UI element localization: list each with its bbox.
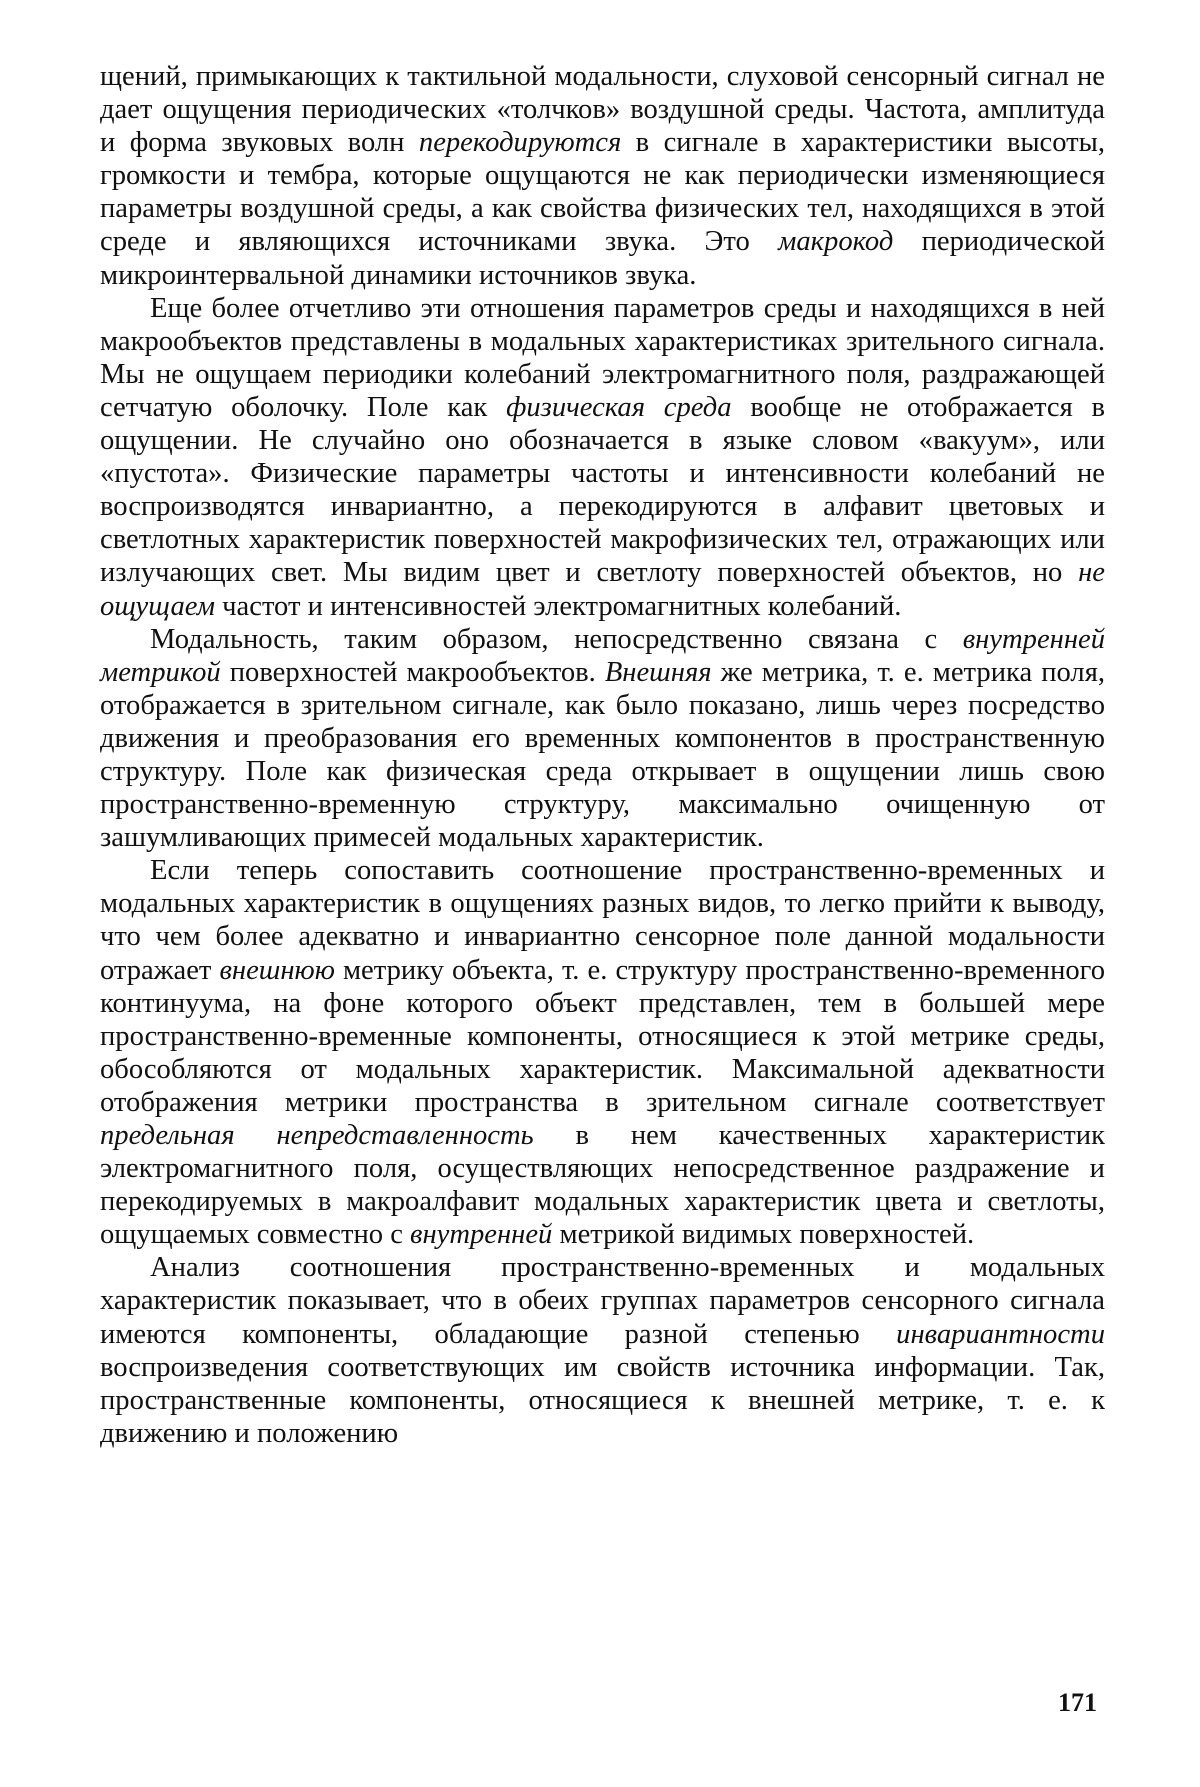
paragraph-1 [100, 60, 1105, 292]
paragraph-4 [100, 854, 1105, 1251]
p2-seg-0: Еще более отчетливо эти отношения параметров среды и находящихся в ней макрообъектов представлены в модальных характеристиках зрительного сигнала. Мы не ощущаем периодики колебаний электромагнитного поля, раздражающей сетчатую оболочку. Поле как [100, 292, 1105, 423]
paragraph-3 [100, 623, 1105, 855]
p4-seg-4: в нем качественных характеристик электромагнитного поля, осуществляющих непосредственное раздражение и перекодируемых в макроалфавит модальных характеристик цвета и светлоты, ощущаемых совместно с [100, 1120, 1105, 1251]
book-page-text [100, 60, 1105, 1450]
p3-seg-2: поверхностей макрообъектов. [220, 656, 605, 688]
p4-seg-1: внешнюю [219, 954, 335, 986]
p5-seg-1: инвариантности [896, 1318, 1105, 1350]
p3-seg-4: же метрика, т. е. метрика поля, отображается в зрительном сигнале, как было показано, лишь через посредство движения и преобразования его временных компонентов в пространственную структуру. Поле как физическая среда открывает в ощущении лишь свою пространственно-временную структуру, максимально очищенную от зашумливающих примесей модальных характеристик. [100, 656, 1105, 854]
p3-seg-1: внутренней метрикой [100, 623, 1105, 688]
p1-seg-0: щений, примыкающих к тактильной модальности, слуховой сенсорный сигнал не дает ощущения периодических «толчков» воздушной среды. Частота, амплитуда и форма звуковых волн [100, 61, 1105, 159]
p1-seg-1: перекодируются [418, 127, 622, 159]
p2-seg-2: вообще не отображается в ощущении. Не случайно оно обозначается в языке словом «вакуум», или «пустота». Физические параметры частоты и интенсивности колебаний не воспроизводятся инвариантно, а перекодируются в алфавит цветовых и светлотных характеристик поверхностей макрофизических тел, отражающих или излучающих свет. Мы видим цвет и светлоту поверхностей объектов, но [100, 391, 1106, 589]
page-number: 171 [1058, 1688, 1097, 1717]
paragraph-5 [100, 1251, 1105, 1450]
p3-seg-0: Модальность, таким образом, непосредственно связана с [150, 623, 963, 655]
p4-seg-6: метрикой видимых поверхностей. [552, 1219, 975, 1251]
p5-seg-2: воспроизведения соответствующих им свойств источника информации. Так, пространственные компоненты, относящиеся к внешней метрике, т. е. к движению и положению [100, 1351, 1105, 1449]
paragraph-2 [100, 292, 1105, 623]
p2-seg-1: физическая среда [506, 391, 732, 423]
p4-seg-3: предельная непредставленность [100, 1120, 534, 1151]
p4-seg-5: внутренней [410, 1219, 553, 1251]
p3-seg-3: Внешняя [604, 656, 712, 688]
p4-seg-2: метрику объекта, т. е. структуру пространственно-временного континуума, на фоне которого объект представлен, тем в большей мере пространственно-временные компоненты, относящиеся к этой метрике среды, обособляются от модальных характеристик. Максимальной адекватности отображения метрики пространства в зрительном сигнале соответствует [100, 954, 1105, 1118]
p5-seg-0: Анализ соотношения пространственно-временных и модальных характеристик показывает, что в обеих группах параметров сенсорного сигнала имеются компоненты, обладающие разной степенью [100, 1252, 1105, 1350]
p4-seg-0: Если теперь сопоставить соотношение пространственно-временных и модальных характеристик в ощущениях разных видов, то легко прийти к выводу, что чем более адекватно и инвариантно сенсорное поле данной модальности отражает [100, 855, 1105, 986]
p2-seg-4: частот и интенсивностей электромагнитных колебаний. [215, 590, 902, 622]
p1-seg-2: в сигнале в характеристики высоты, громкости и тембра, которые ощущаются не как периодически изменяющиеся параметры воздушной среды, а как свойства физических тел, находящихся в этой среде и являющихся источниками звука. Это [100, 127, 1105, 258]
p1-seg-3: макрокод [778, 226, 894, 258]
p2-seg-3: не ощущаем [100, 557, 1105, 622]
p1-seg-4: периодической микроинтервальной динамики источников звука. [100, 226, 1106, 291]
